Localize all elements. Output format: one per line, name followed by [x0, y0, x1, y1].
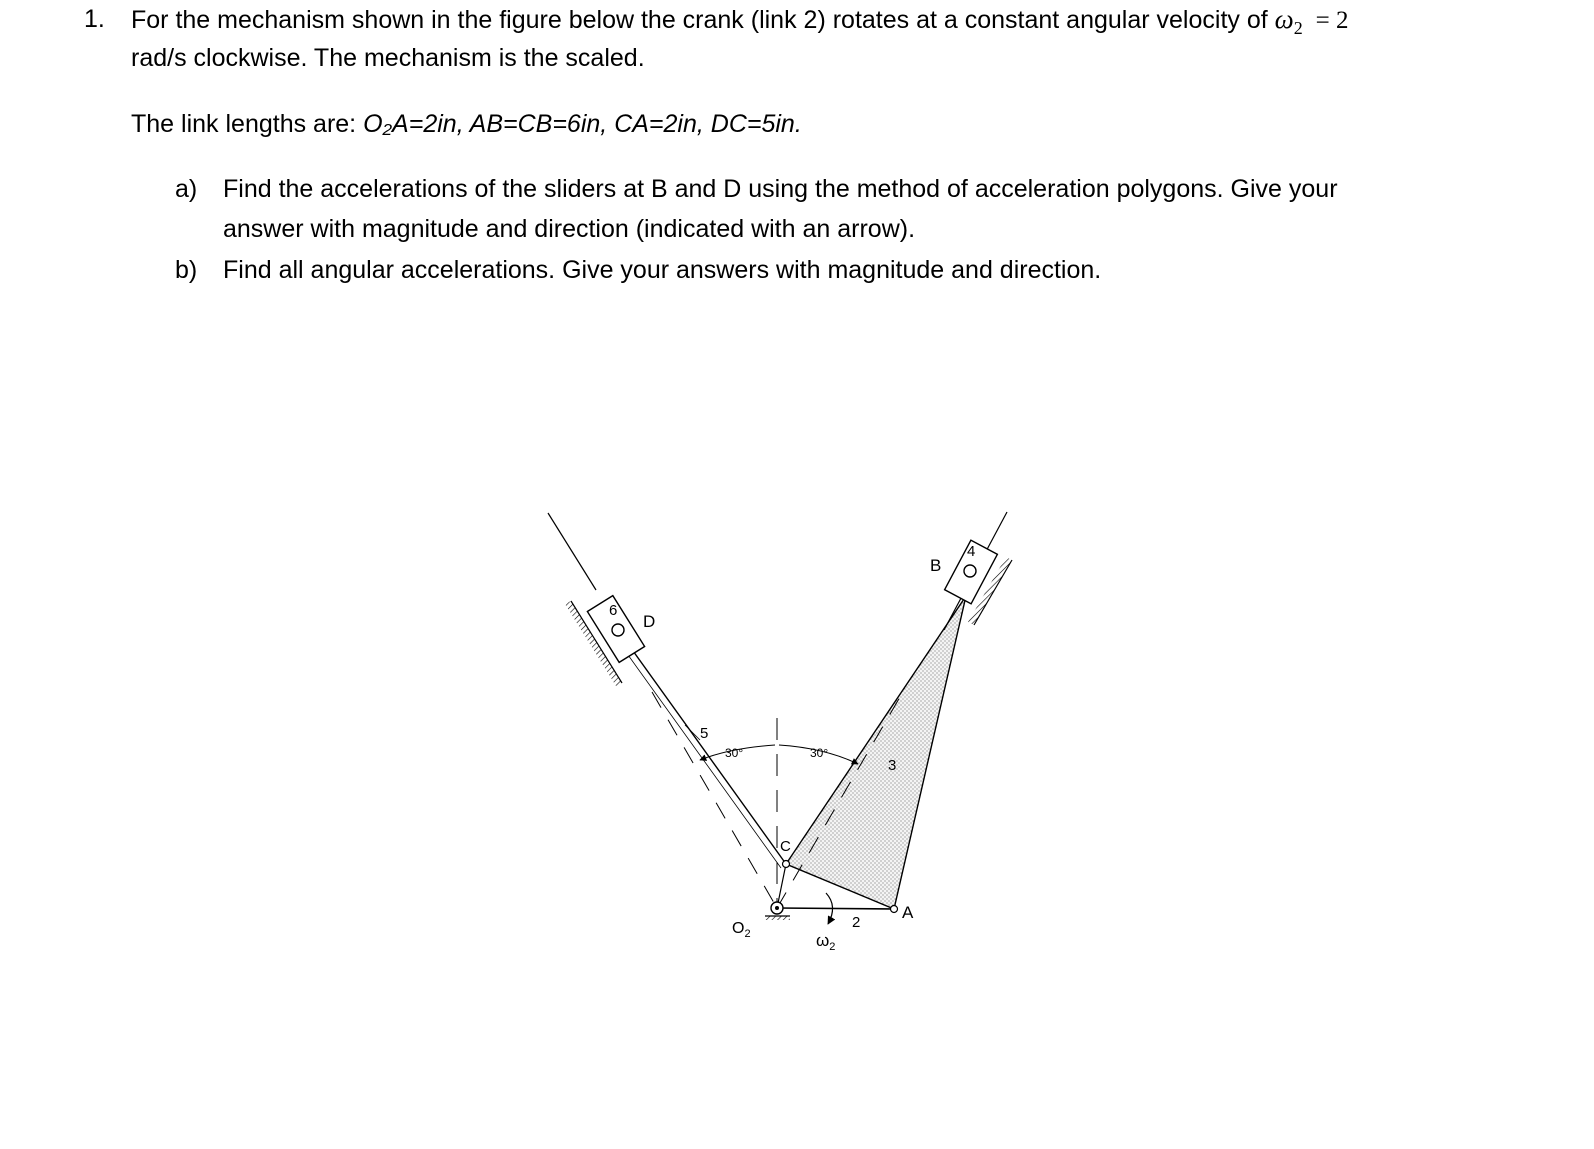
- joint-c: [783, 861, 790, 868]
- label-o2-sub: 2: [744, 928, 751, 940]
- joint-b: [964, 565, 976, 577]
- link-2-crank: [777, 908, 894, 909]
- part-a-line-1: Find the accelerations of the sliders at B and D using the method of acceleration polygons. Give your: [223, 175, 1338, 203]
- ground-pivot-o2: [765, 902, 790, 920]
- label-link-6: 6: [609, 602, 618, 619]
- omega-value: = 2: [1315, 7, 1349, 34]
- part-a-line-2: answer with magnitude and direction (indicated with an arrow).: [223, 215, 916, 243]
- label-b: B: [930, 556, 942, 575]
- label-angle-left: 30°: [725, 746, 744, 760]
- part-b-line-1: Find all angular accelerations. Give your answers with magnitude and direction.: [223, 256, 1102, 284]
- problem-line-2: rad/s clockwise. The mechanism is the scaled.: [131, 44, 645, 72]
- slider-d-guide: [548, 513, 596, 590]
- label-link-3: 3: [888, 757, 897, 774]
- omega-subscript: 2: [1293, 18, 1303, 38]
- problem-line-1-text: For the mechanism shown in the figure below the crank (link 2) rotates at a constant angular velocity of: [131, 6, 1268, 34]
- label-link-5: 5: [700, 725, 709, 742]
- omega-symbol: ω: [1274, 4, 1294, 34]
- link-5: [618, 630, 786, 864]
- label-omega-2: [816, 931, 835, 953]
- label-angle-right: 30°: [810, 746, 829, 760]
- link-lengths-values: O₂A=2in, AB=CB=6in, CA=2in, DC=5in.: [363, 110, 802, 138]
- label-o2: [732, 920, 751, 940]
- label-omega-letter: ω: [816, 931, 830, 950]
- label-c: C: [780, 838, 791, 855]
- label-o2-letter: O: [732, 920, 745, 937]
- joint-d: [612, 624, 624, 636]
- label-omega-sub: 2: [829, 941, 836, 953]
- problem-number: 1.: [84, 5, 105, 33]
- dashed-line-left: [652, 692, 777, 908]
- label-a: A: [902, 903, 914, 922]
- label-link-2: 2: [852, 914, 861, 931]
- link-lengths-label: The link lengths are:: [131, 110, 357, 138]
- link-5-edge: [613, 634, 781, 868]
- part-b-label: b): [175, 256, 198, 284]
- label-link-4: 4: [967, 543, 976, 560]
- joint-a: [891, 906, 898, 913]
- label-d: D: [643, 612, 656, 631]
- o2-to-c-line: [777, 864, 786, 908]
- part-a-label: a): [175, 175, 198, 203]
